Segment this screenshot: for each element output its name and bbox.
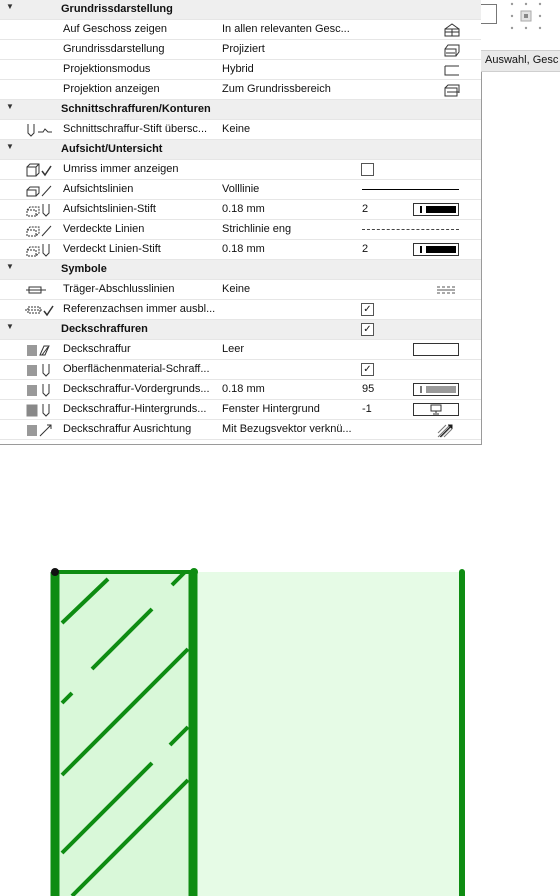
floor-icon[interactable] (444, 23, 460, 37)
property-name: Umriss immer anzeigen (63, 163, 179, 175)
property-row[interactable] (0, 240, 481, 260)
property-name: Projektionsmodus (63, 63, 151, 75)
property-row[interactable] (0, 80, 481, 100)
property-value[interactable]: Strichlinie eng (222, 223, 292, 235)
property-value[interactable]: Keine (222, 123, 251, 135)
background-pen-preview[interactable] (413, 403, 459, 416)
section-header[interactable] (0, 260, 481, 280)
wall-node-right[interactable] (459, 569, 465, 575)
pen-number[interactable]: 95 (362, 383, 375, 395)
property-value[interactable]: Zum Grundrissbereich (222, 83, 331, 95)
projection-icon[interactable] (444, 43, 460, 57)
section-title: Aufsicht/Untersicht (61, 143, 163, 155)
property-row[interactable] (0, 40, 481, 60)
dashed-line-preview[interactable] (362, 229, 459, 230)
collapse-icon[interactable]: ▼ (6, 142, 14, 151)
pen-number[interactable]: -1 (362, 403, 372, 415)
property-value[interactable]: 0.18 mm (222, 243, 265, 255)
section-header[interactable] (0, 0, 481, 20)
selection-status[interactable] (481, 50, 560, 72)
property-row[interactable] (0, 300, 481, 320)
section-header[interactable] (0, 320, 481, 340)
plan-drawing (0, 445, 560, 896)
pen-override-icon (24, 122, 56, 138)
pen-number[interactable]: 2 (362, 203, 369, 215)
property-value[interactable]: Leer (222, 343, 245, 355)
cube-check-icon (24, 162, 56, 178)
property-name: Referenzachsen immer ausbl... (63, 303, 216, 315)
property-value[interactable]: In allen relevanten Gesc... (222, 23, 350, 35)
property-name: Träger-Abschlusslinien (63, 283, 175, 295)
pen-preview[interactable] (413, 383, 459, 396)
anchor-grid-icon[interactable] (508, 0, 544, 34)
hidden-line-icon (24, 222, 56, 238)
collapse-icon[interactable]: ▼ (6, 262, 14, 271)
property-name: Grundrissdarstellung (63, 43, 165, 55)
section-title: Grundrissdarstellung (61, 3, 173, 15)
property-name: Verdeckte Linien (63, 223, 145, 235)
section-title: Symbole (61, 263, 107, 275)
property-row[interactable] (0, 280, 481, 300)
property-row[interactable] (0, 400, 481, 420)
hatch-vector-icon[interactable] (436, 423, 452, 437)
property-value[interactable]: Fenster Hintergrund (222, 403, 320, 415)
overhead-line-icon (24, 182, 56, 198)
property-name: Deckschraffur-Vordergrunds... (63, 383, 210, 395)
monitor-icon (430, 404, 442, 418)
property-checkbox[interactable]: ✓ (361, 363, 374, 376)
property-name: Schnittschraffur-Stift übersc... (63, 123, 208, 135)
pen-preview[interactable] (413, 243, 459, 256)
cover-fill-icon (24, 342, 56, 358)
section-title: Schnittschraffuren/Konturen (61, 103, 211, 115)
property-value[interactable]: Projiziert (222, 43, 265, 55)
section-checkbox[interactable]: ✓ (361, 323, 374, 336)
property-name: Verdeckt Linien-Stift (63, 243, 161, 255)
property-row[interactable] (0, 160, 481, 180)
collapse-icon[interactable]: ▼ (6, 2, 14, 11)
section-header[interactable] (0, 100, 481, 120)
wall-node-left[interactable] (51, 568, 59, 576)
property-value[interactable]: Volllinie (222, 183, 260, 195)
property-row[interactable] (0, 380, 481, 400)
property-name: Deckschraffur Ausrichtung (63, 423, 192, 435)
dashed-symbol-icon[interactable] (436, 283, 452, 297)
property-value[interactable]: Keine (222, 283, 251, 295)
property-name: Aufsichtslinien (63, 183, 134, 195)
property-row[interactable] (0, 120, 481, 140)
property-name: Aufsichtslinien-Stift (63, 203, 156, 215)
property-value[interactable]: 0.18 mm (222, 203, 265, 215)
property-name: Deckschraffur (63, 343, 131, 355)
property-row[interactable] (0, 360, 481, 380)
property-checkbox[interactable] (361, 163, 374, 176)
section-header[interactable] (0, 140, 481, 160)
property-checkbox[interactable]: ✓ (361, 303, 374, 316)
property-value[interactable]: Hybrid (222, 63, 254, 75)
collapse-icon[interactable]: ▼ (6, 102, 14, 111)
property-row[interactable] (0, 220, 481, 240)
property-row[interactable] (0, 420, 481, 440)
property-row[interactable] (0, 340, 481, 360)
bracket-icon[interactable] (444, 63, 460, 77)
wall-fill-right[interactable] (193, 572, 462, 896)
wall-fill-left[interactable] (55, 572, 193, 896)
hidden-pen-icon (24, 242, 56, 258)
property-value[interactable]: 0.18 mm (222, 383, 265, 395)
solid-line-preview[interactable] (362, 189, 459, 190)
range-icon[interactable] (444, 83, 460, 97)
property-row[interactable] (0, 200, 481, 220)
property-row[interactable] (0, 180, 481, 200)
property-value[interactable]: Mit Bezugsvektor verknü... (222, 423, 352, 435)
section-title: Deckschraffuren (61, 323, 148, 335)
fg-pen-icon (24, 382, 56, 398)
property-name: Auf Geschoss zeigen (63, 23, 167, 35)
wall-node-middle[interactable] (190, 568, 198, 576)
orientation-icon (24, 422, 56, 438)
selection-status-text: Auswahl, Gesc (485, 54, 559, 66)
pen-number[interactable]: 2 (362, 243, 369, 255)
input-box[interactable] (481, 4, 497, 24)
property-name: Deckschraffur-Hintergrunds... (63, 403, 207, 415)
property-name: Projektion anzeigen (63, 83, 160, 95)
collapse-icon[interactable]: ▼ (6, 322, 14, 331)
ref-axis-check-icon (24, 302, 56, 318)
pen-preview[interactable] (413, 203, 459, 216)
fill-preview[interactable] (413, 343, 459, 356)
properties-panel (0, 0, 482, 445)
bg-pen-icon (24, 402, 56, 418)
overhead-pen-icon (24, 202, 56, 218)
property-row[interactable] (0, 60, 481, 80)
beam-end-icon (24, 282, 56, 298)
property-name: Oberflächenmaterial-Schraff... (63, 363, 210, 375)
property-row[interactable] (0, 20, 481, 40)
surface-fill-icon (24, 362, 56, 378)
